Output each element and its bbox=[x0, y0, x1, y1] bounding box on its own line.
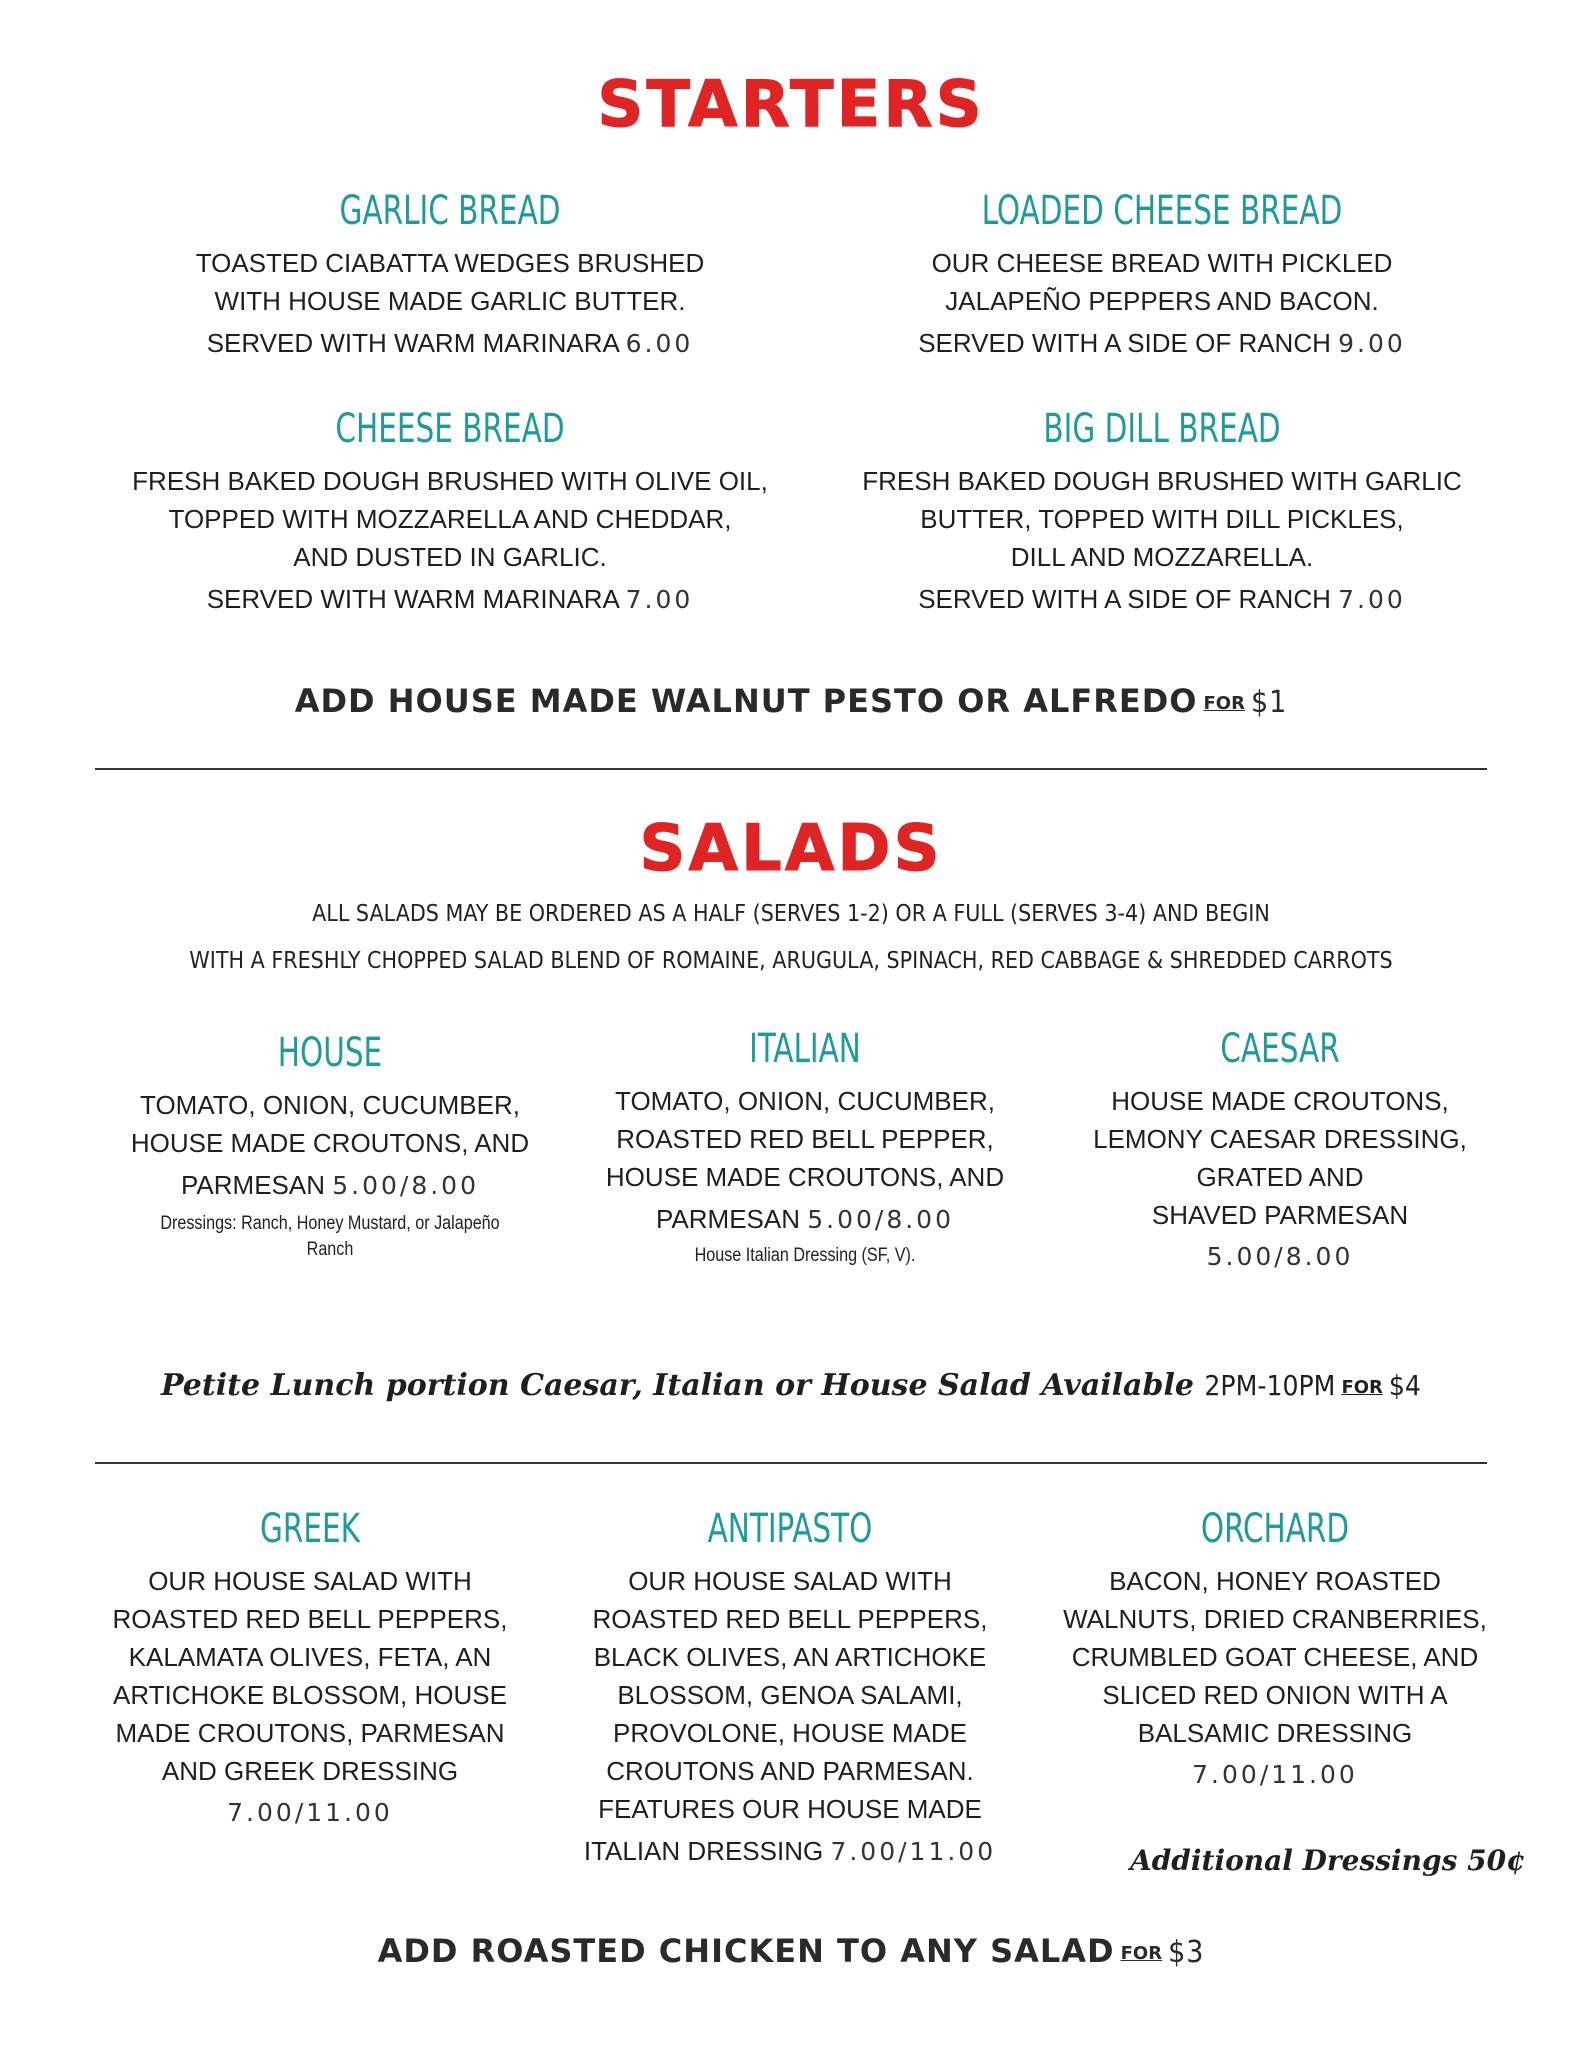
item-desc-line: SLICED RED ONION WITH A bbox=[1102, 1680, 1448, 1710]
menu-item-house-salad bbox=[110, 1030, 550, 1263]
item-desc-line: SHAVED PARMESAN bbox=[1151, 1200, 1409, 1230]
menu-item-garlic-bread bbox=[150, 188, 750, 363]
item-desc-line: ARTICHOKE BLOSSOM, HOUSE bbox=[113, 1680, 507, 1710]
menu-item-antipasto-salad bbox=[570, 1506, 1010, 1871]
dressing-note: Dressings: Ranch, Honey Mustard, or Jalapeño bbox=[160, 1213, 500, 1234]
item-name: ITALIAN bbox=[749, 1026, 861, 1072]
item-desc-line: HOUSE MADE CROUTONS, AND bbox=[605, 1162, 1005, 1192]
item-desc-line: OUR CHEESE BREAD WITH PICKLED bbox=[931, 248, 1393, 278]
salads-title: SALADS bbox=[639, 812, 943, 886]
item-desc-line: OUR HOUSE SALAD WITH bbox=[148, 1566, 472, 1596]
item-desc-line: ROASTED RED BELL PEPPER, bbox=[616, 1124, 994, 1154]
item-desc-text: SERVED WITH WARM MARINARA bbox=[206, 584, 619, 614]
item-price: 7.00 bbox=[625, 585, 694, 614]
item-desc-line: TOMATO, ONION, CUCUMBER, bbox=[140, 1090, 520, 1120]
addon-price: $3 bbox=[1168, 1935, 1205, 1970]
item-name: CAESAR bbox=[1220, 1026, 1340, 1072]
item-price: 6.00 bbox=[625, 329, 694, 358]
petite-lunch-note bbox=[0, 1368, 1582, 1403]
item-name: ORCHARD bbox=[1200, 1506, 1350, 1552]
item-name: GARLIC BREAD bbox=[339, 188, 561, 234]
additional-dressings-note: Additional Dressings 50¢ bbox=[1130, 1844, 1526, 1877]
item-desc-line bbox=[862, 324, 1462, 363]
item-desc-line: HOUSE MADE CROUTONS, AND bbox=[130, 1128, 530, 1158]
menu-item-orchard-salad bbox=[1055, 1506, 1495, 1794]
item-desc-line: TOASTED CIABATTA WEDGES BRUSHED bbox=[195, 248, 705, 278]
item-desc-line: FRESH BAKED DOUGH BRUSHED WITH OLIVE OIL, bbox=[132, 466, 768, 496]
item-desc-line: BALSAMIC DRESSING bbox=[1137, 1718, 1413, 1748]
item-desc-text: PARMESAN bbox=[181, 1170, 325, 1200]
item-desc-text: SERVED WITH A SIDE OF RANCH bbox=[918, 584, 1331, 614]
item-desc-text: PARMESAN bbox=[656, 1204, 800, 1234]
item-desc-line: LEMONY CAESAR DRESSING, bbox=[1093, 1124, 1467, 1154]
for-tag: FOR bbox=[1120, 1942, 1163, 1964]
addon-price: $1 bbox=[1250, 685, 1288, 720]
item-price: 7.00/11.00 bbox=[227, 1798, 393, 1827]
item-price: 5.00/8.00 bbox=[1206, 1242, 1354, 1271]
addon-text: ADD ROASTED CHICKEN TO ANY SALAD bbox=[377, 1932, 1115, 1970]
item-desc-line bbox=[150, 324, 750, 363]
for-tag: FOR bbox=[1203, 692, 1245, 714]
for-tag: FOR bbox=[1341, 1376, 1383, 1398]
item-name: HOUSE bbox=[277, 1030, 383, 1076]
item-name: GREEK bbox=[259, 1506, 360, 1552]
item-desc-text: SERVED WITH WARM MARINARA bbox=[206, 328, 619, 358]
item-desc-line: FEATURES OUR HOUSE MADE bbox=[598, 1794, 982, 1824]
dressing-note: Ranch bbox=[306, 1239, 354, 1260]
item-desc-line: ROASTED RED BELL PEPPERS, bbox=[592, 1604, 988, 1634]
item-desc-line: TOMATO, ONION, CUCUMBER, bbox=[615, 1086, 995, 1116]
item-price: 5.00/8.00 bbox=[807, 1205, 954, 1234]
item-desc-line bbox=[110, 1166, 550, 1205]
menu-item-loaded-cheese-bread bbox=[862, 188, 1462, 363]
item-desc-line: BLOSSOM, GENOA SALAMI, bbox=[617, 1680, 963, 1710]
item-desc-line: GRATED AND bbox=[1196, 1162, 1364, 1192]
item-desc-line: TOPPED WITH MOZZARELLA AND CHEDDAR, bbox=[168, 504, 732, 534]
item-name: ANTIPASTO bbox=[707, 1506, 873, 1552]
petite-lunch-hours: 2PM-10PM bbox=[1204, 1369, 1336, 1402]
menu-item-italian-salad bbox=[585, 1026, 1025, 1269]
item-desc-line: OUR HOUSE SALAD WITH bbox=[628, 1566, 952, 1596]
item-desc-line: ROASTED RED BELL PEPPERS, bbox=[112, 1604, 508, 1634]
item-price: 5.00/8.00 bbox=[332, 1171, 479, 1200]
menu-item-big-dill-bread bbox=[812, 406, 1512, 619]
starters-title: STARTERS bbox=[597, 68, 985, 142]
dressing-note: House Italian Dressing (SF, V). bbox=[694, 1245, 916, 1266]
item-desc-line: PROVOLONE, HOUSE MADE bbox=[613, 1718, 967, 1748]
item-name: BIG DILL BREAD bbox=[1043, 406, 1281, 452]
petite-lunch-price: $4 bbox=[1388, 1369, 1421, 1402]
item-desc-line: CRUMBLED GOAT CHEESE, AND bbox=[1071, 1642, 1479, 1672]
section-divider bbox=[95, 1462, 1487, 1464]
salads-addon bbox=[0, 1932, 1582, 1970]
item-desc-line bbox=[570, 1832, 1010, 1871]
item-price: 7.00 bbox=[1338, 585, 1406, 614]
item-desc-line: WALNUTS, DRIED CRANBERRIES, bbox=[1063, 1604, 1487, 1634]
item-price: 9.00 bbox=[1338, 329, 1406, 358]
item-desc-line: MADE CROUTONS, PARMESAN bbox=[115, 1718, 505, 1748]
salads-intro-line: ALL SALADS MAY BE ORDERED AS A HALF (SERVES 1-2) OR A FULL (SERVES 3-4) AND BEGIN bbox=[312, 901, 1270, 927]
item-desc-line: CROUTONS AND PARMESAN. bbox=[606, 1756, 974, 1786]
menu-item-caesar-salad bbox=[1060, 1026, 1500, 1276]
item-price: 7.00/11.00 bbox=[830, 1837, 997, 1866]
section-divider bbox=[95, 768, 1487, 770]
item-desc-line: DILL AND MOZZARELLA. bbox=[1010, 542, 1314, 572]
salads-intro-line: WITH A FRESHLY CHOPPED SALAD BLEND OF ROMAINE, ARUGULA, SPINACH, RED CABBAGE & SHREDDED CARROTS bbox=[189, 948, 1393, 974]
starters-addon bbox=[0, 682, 1582, 720]
item-name: CHEESE BREAD bbox=[335, 406, 565, 452]
item-desc-line: AND DUSTED IN GARLIC. bbox=[293, 542, 607, 572]
item-desc-line: BUTTER, TOPPED WITH DILL PICKLES, bbox=[920, 504, 1404, 534]
item-desc-line: KALAMATA OLIVES, FETA, AN bbox=[128, 1642, 492, 1672]
item-desc-line: WITH HOUSE MADE GARLIC BUTTER. bbox=[214, 286, 686, 316]
item-desc-line: BLACK OLIVES, AN ARTICHOKE bbox=[593, 1642, 987, 1672]
addon-text: ADD HOUSE MADE WALNUT PESTO OR ALFREDO bbox=[294, 682, 1198, 720]
item-desc-line: BACON, HONEY ROASTED bbox=[1109, 1566, 1441, 1596]
item-desc-line bbox=[585, 1200, 1025, 1239]
petite-lunch-text: Petite Lunch portion Caesar, Italian or House Salad Available bbox=[161, 1368, 1194, 1403]
item-desc-line: JALAPEÑO PEPPERS AND BACON. bbox=[945, 286, 1379, 316]
item-desc-text: SERVED WITH A SIDE OF RANCH bbox=[918, 328, 1331, 358]
item-desc-line: AND GREEK DRESSING bbox=[161, 1756, 459, 1786]
item-price: 7.00/11.00 bbox=[1192, 1760, 1358, 1789]
item-desc-line: HOUSE MADE CROUTONS, bbox=[1111, 1086, 1449, 1116]
item-name: LOADED CHEESE BREAD bbox=[981, 188, 1343, 234]
item-desc-line: FRESH BAKED DOUGH BRUSHED WITH GARLIC bbox=[862, 466, 1462, 496]
menu-item-greek-salad bbox=[90, 1506, 530, 1832]
menu-item-cheese-bread bbox=[100, 406, 800, 619]
item-desc-text: ITALIAN DRESSING bbox=[583, 1836, 824, 1866]
item-desc-line bbox=[812, 580, 1512, 619]
item-desc-line bbox=[100, 580, 800, 619]
